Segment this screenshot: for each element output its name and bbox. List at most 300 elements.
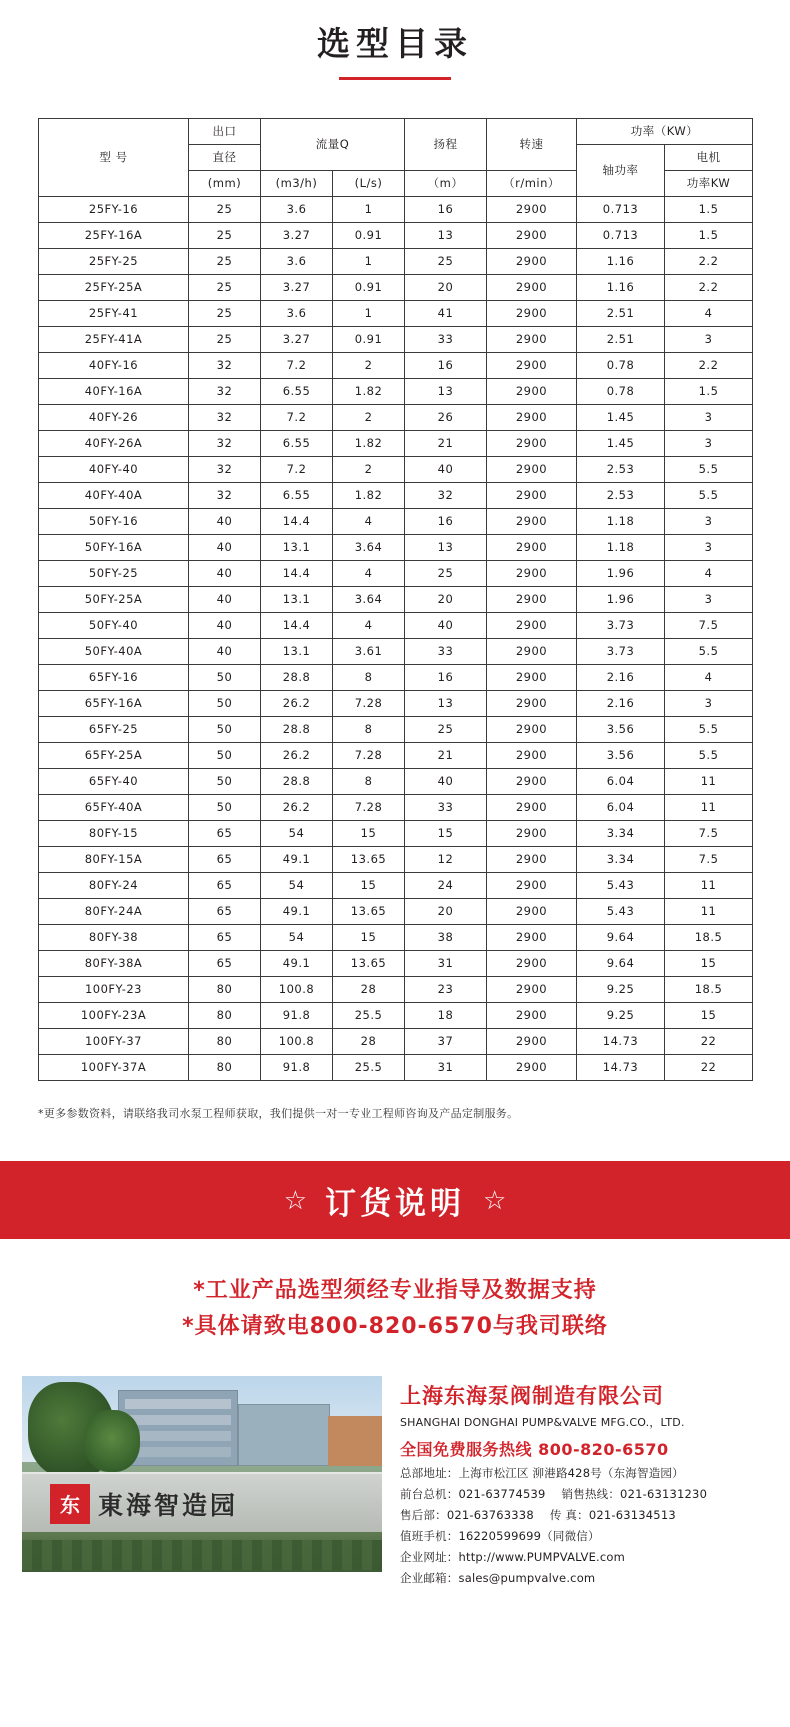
cell-flow-m3h: 26.2 (261, 743, 333, 769)
contact-label: 前台总机： (400, 1486, 459, 1501)
contact-value: 021-63774539 (458, 1486, 546, 1501)
cell-outlet-diameter: 32 (189, 431, 261, 457)
cell-flow-m3h: 14.4 (261, 509, 333, 535)
cell-head: 16 (405, 509, 487, 535)
spec-table-body (39, 197, 753, 1081)
cell-shaft-power: 14.73 (577, 1029, 665, 1055)
cell-shaft-power: 9.64 (577, 925, 665, 951)
cell-head: 13 (405, 223, 487, 249)
cell-shaft-power: 1.18 (577, 509, 665, 535)
cell-flow-ls: 1.82 (333, 379, 405, 405)
contact-value: 上海市松江区 泖港路428号（东海智造园） (458, 1465, 684, 1480)
cell-flow-ls: 28 (333, 977, 405, 1003)
cell-motor-power: 5.5 (665, 457, 753, 483)
table-row (39, 951, 753, 977)
cell-motor-power: 5.5 (665, 743, 753, 769)
cell-shaft-power: 5.43 (577, 899, 665, 925)
cell-head: 18 (405, 1003, 487, 1029)
cell-speed: 2900 (487, 639, 577, 665)
cell-head: 38 (405, 925, 487, 951)
cell-model: 50FY-16 (39, 509, 189, 535)
cell-shaft-power: 2.16 (577, 665, 665, 691)
cell-shaft-power: 14.73 (577, 1055, 665, 1081)
cell-flow-ls: 1.82 (333, 483, 405, 509)
cell-speed: 2900 (487, 483, 577, 509)
cell-head: 33 (405, 639, 487, 665)
cell-head: 12 (405, 847, 487, 873)
cell-shaft-power: 2.53 (577, 457, 665, 483)
cell-speed: 2900 (487, 561, 577, 587)
cell-model: 50FY-40 (39, 613, 189, 639)
footer (0, 1376, 790, 1610)
cell-flow-ls: 8 (333, 769, 405, 795)
cell-outlet-diameter: 50 (189, 691, 261, 717)
header-unit-ls: (L/s) (333, 171, 405, 197)
cell-outlet-diameter: 40 (189, 509, 261, 535)
factory-photo (22, 1376, 382, 1572)
table-row (39, 327, 753, 353)
cell-model: 50FY-25 (39, 561, 189, 587)
cell-motor-power: 3 (665, 327, 753, 353)
header-motor: 电机 (665, 145, 753, 171)
cell-model: 40FY-26 (39, 405, 189, 431)
cell-speed: 2900 (487, 925, 577, 951)
cell-motor-power: 5.5 (665, 639, 753, 665)
table-row (39, 197, 753, 223)
contact-label: 企业网址： (400, 1549, 459, 1564)
table-row (39, 353, 753, 379)
cell-speed: 2900 (487, 1055, 577, 1081)
cell-flow-m3h: 3.6 (261, 301, 333, 327)
cell-motor-power: 2.2 (665, 249, 753, 275)
cell-motor-power: 3 (665, 587, 753, 613)
cell-head: 25 (405, 717, 487, 743)
photo-tree-mid (84, 1410, 140, 1472)
cell-flow-ls: 1 (333, 197, 405, 223)
contact-label-2: 销售热线： (561, 1486, 621, 1501)
contact-label-2: 传 真： (549, 1507, 589, 1522)
cell-motor-power: 5.5 (665, 717, 753, 743)
cell-speed: 2900 (487, 873, 577, 899)
cell-outlet-diameter: 40 (189, 613, 261, 639)
contact-row (400, 1465, 707, 1481)
contact-label: 售后部： (400, 1507, 447, 1522)
cell-model: 25FY-25A (39, 275, 189, 301)
table-row (39, 405, 753, 431)
table-row (39, 457, 753, 483)
cell-model: 80FY-24 (39, 873, 189, 899)
table-row (39, 483, 753, 509)
cell-head: 25 (405, 561, 487, 587)
cell-speed: 2900 (487, 457, 577, 483)
page-title: 选型目录 (317, 24, 473, 63)
cell-head: 40 (405, 769, 487, 795)
cell-flow-ls: 3.64 (333, 535, 405, 561)
cell-motor-power: 1.5 (665, 197, 753, 223)
cell-motor-power: 3 (665, 535, 753, 561)
cell-motor-power: 15 (665, 1003, 753, 1029)
cell-head: 20 (405, 275, 487, 301)
cell-outlet-diameter: 25 (189, 301, 261, 327)
cell-outlet-diameter: 25 (189, 249, 261, 275)
cell-motor-power: 5.5 (665, 483, 753, 509)
header-power: 功率（KW） (577, 119, 753, 145)
cell-flow-m3h: 7.2 (261, 353, 333, 379)
cell-speed: 2900 (487, 665, 577, 691)
cell-shaft-power: 2.53 (577, 483, 665, 509)
cell-motor-power: 11 (665, 769, 753, 795)
table-row (39, 301, 753, 327)
contact-row (400, 1486, 707, 1502)
cell-motor-power: 11 (665, 795, 753, 821)
cell-model: 100FY-23 (39, 977, 189, 1003)
cell-flow-m3h: 28.8 (261, 769, 333, 795)
header-speed: 转速 (487, 119, 577, 171)
header-model: 型 号 (39, 119, 189, 197)
cell-model: 50FY-16A (39, 535, 189, 561)
table-row (39, 1055, 753, 1081)
cell-model: 65FY-16A (39, 691, 189, 717)
table-row (39, 873, 753, 899)
order-note-2: *具体请致电800-820-6570与我司联络 (182, 1314, 608, 1340)
company-info (400, 1376, 707, 1586)
cell-speed: 2900 (487, 249, 577, 275)
table-row (39, 899, 753, 925)
cell-outlet-diameter: 32 (189, 483, 261, 509)
cell-shaft-power: 9.25 (577, 1003, 665, 1029)
cell-flow-ls: 28 (333, 1029, 405, 1055)
cell-head: 13 (405, 379, 487, 405)
company-name-cn: 上海东海泵阀制造有限公司 (400, 1383, 664, 1408)
cell-speed: 2900 (487, 327, 577, 353)
cell-head: 16 (405, 353, 487, 379)
cell-flow-ls: 13.65 (333, 951, 405, 977)
contact-row (400, 1549, 707, 1565)
cell-flow-ls: 25.5 (333, 1003, 405, 1029)
header-row-1 (39, 119, 753, 145)
company-logo-mark: 东 (50, 1484, 90, 1524)
cell-flow-ls: 3.61 (333, 639, 405, 665)
cell-motor-power: 7.5 (665, 821, 753, 847)
cell-outlet-diameter: 65 (189, 951, 261, 977)
cell-motor-power: 4 (665, 301, 753, 327)
company-name-en: SHANGHAI DONGHAI PUMP&VALVE MFG.CO.，LTD. (400, 1415, 685, 1429)
cell-head: 23 (405, 977, 487, 1003)
cell-flow-m3h: 100.8 (261, 977, 333, 1003)
table-row (39, 223, 753, 249)
cell-model: 65FY-40A (39, 795, 189, 821)
cell-model: 65FY-16 (39, 665, 189, 691)
cell-shaft-power: 6.04 (577, 795, 665, 821)
cell-speed: 2900 (487, 197, 577, 223)
cell-shaft-power: 1.45 (577, 405, 665, 431)
table-row (39, 639, 753, 665)
table-row (39, 587, 753, 613)
table-row (39, 613, 753, 639)
page-header (0, 0, 790, 80)
cell-head: 33 (405, 795, 487, 821)
cell-shaft-power: 1.96 (577, 561, 665, 587)
header-unit-mm: (mm) (189, 171, 261, 197)
cell-head: 20 (405, 899, 487, 925)
cell-flow-m3h: 54 (261, 873, 333, 899)
cell-head: 16 (405, 665, 487, 691)
cell-head: 32 (405, 483, 487, 509)
cell-model: 80FY-38 (39, 925, 189, 951)
cell-flow-ls: 7.28 (333, 795, 405, 821)
cell-motor-power: 2.2 (665, 353, 753, 379)
cell-flow-m3h: 6.55 (261, 379, 333, 405)
cell-model: 65FY-25 (39, 717, 189, 743)
cell-outlet-diameter: 65 (189, 847, 261, 873)
cell-outlet-diameter: 80 (189, 1055, 261, 1081)
cell-flow-m3h: 3.27 (261, 223, 333, 249)
cell-motor-power: 4 (665, 561, 753, 587)
contact-value: http://www.PUMPVALVE.com (458, 1549, 626, 1564)
cell-model: 40FY-40 (39, 457, 189, 483)
cell-speed: 2900 (487, 587, 577, 613)
cell-outlet-diameter: 65 (189, 925, 261, 951)
cell-motor-power: 3 (665, 509, 753, 535)
cell-motor-power: 4 (665, 665, 753, 691)
star-right-icon: ☆ (483, 1185, 507, 1215)
cell-flow-ls: 4 (333, 613, 405, 639)
contact-value: 021-63763338 (446, 1507, 534, 1522)
service-hotline: 全国免费服务热线 800-820-6570 (400, 1439, 669, 1459)
cell-flow-m3h: 26.2 (261, 795, 333, 821)
table-row (39, 379, 753, 405)
cell-flow-m3h: 28.8 (261, 717, 333, 743)
cell-speed: 2900 (487, 769, 577, 795)
cell-model: 50FY-40A (39, 639, 189, 665)
cell-flow-m3h: 13.1 (261, 535, 333, 561)
cell-model: 25FY-41 (39, 301, 189, 327)
cell-model: 25FY-41A (39, 327, 189, 353)
cell-model: 100FY-37 (39, 1029, 189, 1055)
cell-outlet-diameter: 32 (189, 405, 261, 431)
contact-row (400, 1507, 707, 1523)
cell-head: 40 (405, 613, 487, 639)
cell-flow-m3h: 91.8 (261, 1055, 333, 1081)
header-flow: 流量Q (261, 119, 405, 171)
cell-head: 33 (405, 327, 487, 353)
star-left-icon: ☆ (283, 1185, 307, 1215)
cell-head: 41 (405, 301, 487, 327)
cell-shaft-power: 9.25 (577, 977, 665, 1003)
spec-table-head (39, 119, 753, 197)
cell-flow-m3h: 3.27 (261, 327, 333, 353)
cell-outlet-diameter: 50 (189, 769, 261, 795)
banner-title: 订货说明 (325, 1185, 465, 1222)
cell-flow-ls: 1.82 (333, 431, 405, 457)
cell-shaft-power: 0.78 (577, 353, 665, 379)
cell-outlet-diameter: 50 (189, 743, 261, 769)
cell-shaft-power: 3.34 (577, 847, 665, 873)
cell-flow-ls: 4 (333, 561, 405, 587)
cell-speed: 2900 (487, 613, 577, 639)
cell-outlet-diameter: 32 (189, 353, 261, 379)
cell-flow-m3h: 26.2 (261, 691, 333, 717)
header-outlet: 出口 (189, 119, 261, 145)
header-outlet-diameter: 直径 (189, 145, 261, 171)
table-row (39, 1029, 753, 1055)
cell-outlet-diameter: 65 (189, 873, 261, 899)
cell-shaft-power: 3.56 (577, 743, 665, 769)
order-notes (0, 1239, 790, 1376)
cell-speed: 2900 (487, 223, 577, 249)
cell-outlet-diameter: 40 (189, 587, 261, 613)
cell-head: 15 (405, 821, 487, 847)
contact-value: sales@pumpvalve.com (458, 1570, 596, 1585)
cell-motor-power: 22 (665, 1029, 753, 1055)
cell-flow-m3h: 7.2 (261, 457, 333, 483)
cell-outlet-diameter: 40 (189, 535, 261, 561)
cell-motor-power: 7.5 (665, 613, 753, 639)
cell-speed: 2900 (487, 535, 577, 561)
cell-head: 16 (405, 197, 487, 223)
cell-shaft-power: 0.713 (577, 223, 665, 249)
cell-outlet-diameter: 32 (189, 379, 261, 405)
cell-outlet-diameter: 80 (189, 1003, 261, 1029)
cell-motor-power: 2.2 (665, 275, 753, 301)
cell-flow-ls: 15 (333, 821, 405, 847)
cell-flow-ls: 8 (333, 665, 405, 691)
cell-head: 13 (405, 691, 487, 717)
photo-wall-text: 東海智造园 (98, 1490, 239, 1520)
header-unit-m: （m） (405, 171, 487, 197)
cell-flow-ls: 13.65 (333, 847, 405, 873)
cell-flow-m3h: 49.1 (261, 951, 333, 977)
cell-flow-ls: 3.64 (333, 587, 405, 613)
cell-outlet-diameter: 65 (189, 899, 261, 925)
cell-head: 21 (405, 743, 487, 769)
cell-outlet-diameter: 25 (189, 327, 261, 353)
photo-building-b (238, 1404, 330, 1466)
cell-shaft-power: 1.45 (577, 431, 665, 457)
table-row (39, 847, 753, 873)
header-shaft-power: 轴功率 (577, 145, 665, 197)
cell-flow-m3h: 3.6 (261, 249, 333, 275)
table-row (39, 535, 753, 561)
cell-motor-power: 22 (665, 1055, 753, 1081)
table-row (39, 1003, 753, 1029)
cell-flow-ls: 15 (333, 925, 405, 951)
cell-head: 25 (405, 249, 487, 275)
contact-lines (400, 1465, 707, 1586)
cell-flow-m3h: 14.4 (261, 561, 333, 587)
cell-model: 25FY-16A (39, 223, 189, 249)
cell-shaft-power: 3.73 (577, 639, 665, 665)
cell-flow-ls: 2 (333, 405, 405, 431)
table-row (39, 275, 753, 301)
cell-model: 65FY-40 (39, 769, 189, 795)
order-note-1: *工业产品选型须经专业指导及数据支持 (193, 1278, 597, 1303)
cell-flow-m3h: 6.55 (261, 431, 333, 457)
cell-flow-ls: 4 (333, 509, 405, 535)
cell-flow-m3h: 54 (261, 821, 333, 847)
cell-model: 65FY-25A (39, 743, 189, 769)
header-unit-rmin: （r/min） (487, 171, 577, 197)
cell-model: 25FY-25 (39, 249, 189, 275)
contact-label: 企业邮箱： (400, 1570, 459, 1585)
cell-flow-m3h: 91.8 (261, 1003, 333, 1029)
cell-head: 31 (405, 1055, 487, 1081)
order-instructions-banner (0, 1161, 790, 1239)
cell-outlet-diameter: 50 (189, 717, 261, 743)
cell-flow-m3h: 100.8 (261, 1029, 333, 1055)
cell-speed: 2900 (487, 977, 577, 1003)
cell-head: 21 (405, 431, 487, 457)
cell-flow-ls: 2 (333, 457, 405, 483)
header-motor-power: 功率KW (665, 171, 753, 197)
cell-model: 40FY-26A (39, 431, 189, 457)
cell-shaft-power: 6.04 (577, 769, 665, 795)
cell-shaft-power: 9.64 (577, 951, 665, 977)
cell-flow-m3h: 3.6 (261, 197, 333, 223)
table-footnote: *更多参数资料，请联络我司水泵工程师获取，我们提供一对一专业工程师咨询及产品定制服务。 (38, 1107, 519, 1120)
cell-head: 31 (405, 951, 487, 977)
table-row (39, 249, 753, 275)
contact-value-2: 021-63134513 (588, 1507, 676, 1522)
table-row (39, 743, 753, 769)
cell-model: 40FY-16 (39, 353, 189, 379)
cell-motor-power: 7.5 (665, 847, 753, 873)
cell-speed: 2900 (487, 301, 577, 327)
cell-speed: 2900 (487, 899, 577, 925)
table-row (39, 821, 753, 847)
cell-shaft-power: 0.713 (577, 197, 665, 223)
cell-flow-ls: 13.65 (333, 899, 405, 925)
cell-speed: 2900 (487, 353, 577, 379)
cell-speed: 2900 (487, 509, 577, 535)
cell-model: 40FY-40A (39, 483, 189, 509)
cell-head: 13 (405, 535, 487, 561)
table-row (39, 977, 753, 1003)
table-row (39, 795, 753, 821)
cell-flow-ls: 15 (333, 873, 405, 899)
cell-head: 24 (405, 873, 487, 899)
cell-speed: 2900 (487, 847, 577, 873)
cell-head: 20 (405, 587, 487, 613)
cell-shaft-power: 2.16 (577, 691, 665, 717)
cell-speed: 2900 (487, 405, 577, 431)
table-row (39, 431, 753, 457)
photo-building-c (328, 1416, 382, 1466)
cell-flow-m3h: 6.55 (261, 483, 333, 509)
cell-flow-m3h: 7.2 (261, 405, 333, 431)
cell-speed: 2900 (487, 951, 577, 977)
cell-shaft-power: 2.51 (577, 301, 665, 327)
cell-shaft-power: 3.56 (577, 717, 665, 743)
table-row (39, 691, 753, 717)
cell-outlet-diameter: 25 (189, 197, 261, 223)
cell-flow-m3h: 54 (261, 925, 333, 951)
cell-model: 80FY-38A (39, 951, 189, 977)
cell-model: 80FY-15 (39, 821, 189, 847)
cell-model: 80FY-24A (39, 899, 189, 925)
cell-flow-ls: 1 (333, 249, 405, 275)
cell-speed: 2900 (487, 275, 577, 301)
cell-head: 37 (405, 1029, 487, 1055)
cell-flow-m3h: 28.8 (261, 665, 333, 691)
cell-shaft-power: 5.43 (577, 873, 665, 899)
cell-flow-m3h: 3.27 (261, 275, 333, 301)
cell-motor-power: 3 (665, 431, 753, 457)
cell-speed: 2900 (487, 743, 577, 769)
photo-shrubs (22, 1540, 382, 1570)
spec-table-container (38, 118, 752, 1081)
cell-outlet-diameter: 32 (189, 457, 261, 483)
